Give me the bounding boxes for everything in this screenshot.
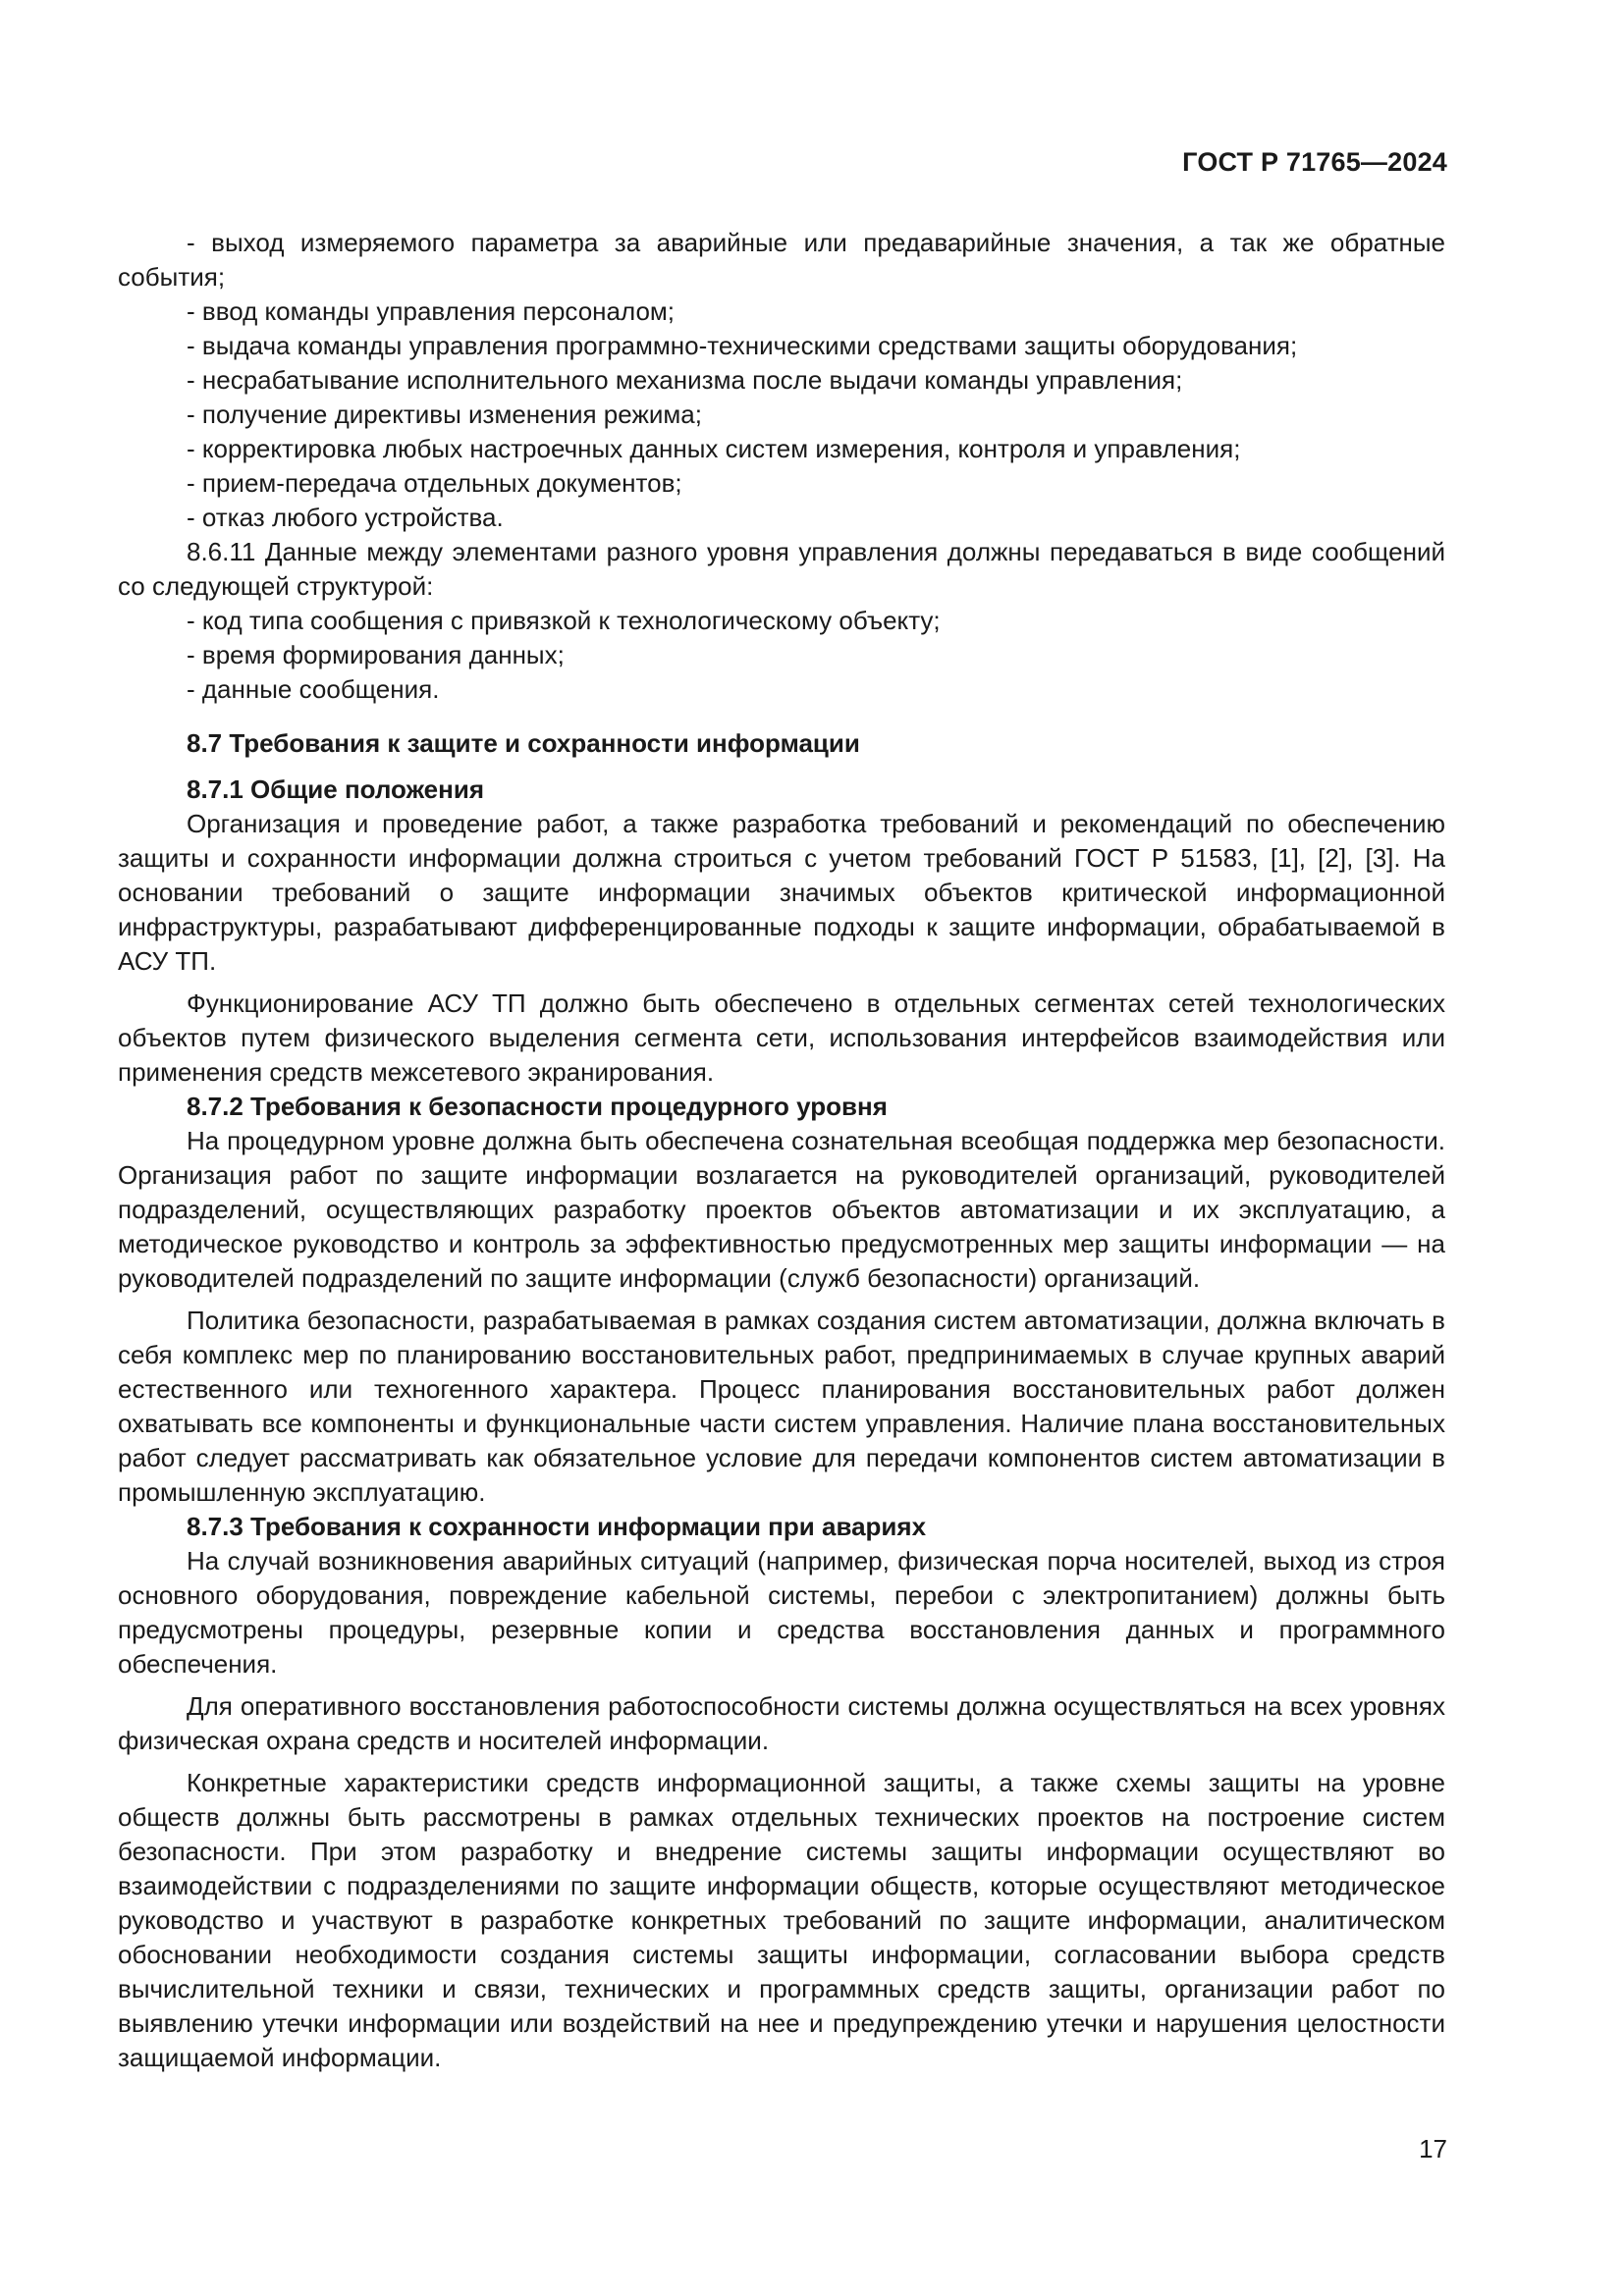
list-item: - выдача команды управления программно-техническими средствами защиты оборудования; [187, 331, 1298, 360]
list-item: - код типа сообщения с привязкой к технологическому объекту; [187, 606, 941, 635]
list-item: - данные сообщения. [187, 674, 440, 704]
paragraph: Конкретные характеристики средств информационной защиты, а также схемы защиты на уровне обществ должны быть рассмотрены в рамках отдельных технических проектов на построение систем безопасности. При этом разработку и внедрение системы защиты информации осуществляют во взаимодействии с подразделениями по защите информации обществ, которые осуществляют методическое руководство и участвуют в разработке конкретных требований по защите информации, аналитическом обосновании необходимости создания системы защиты информации, согласовании выбора средств вычислительной техники и связи, технических и программных средств защиты, организации работ по выявлению утечки информации или воздействий на нее и предупреждению утечки и нарушения целостности защищаемой информации. [118, 1768, 1445, 2072]
paragraph: Организация и проведение работ, а также разработка требований и рекомендаций по обеспечению защиты и сохранности информации должна строиться с учетом требований ГОСТ Р 51583, [1], [2], [3]. На основании требований о защите информации значимых объектов критической информационной инфраструктуры, разрабатывают дифференцированные подходы к защите информации, обрабатываемой в АСУ ТП. [118, 809, 1445, 976]
subsection-heading-8-7-1: 8.7.1 Общие положения [187, 774, 484, 804]
document-id-header: ГОСТ Р 71765—2024 [1182, 147, 1447, 177]
list-item: - прием-передача отдельных документов; [187, 468, 682, 498]
list-item: - выход измеряемого параметра за аварийные или предаварийные значения, а так же обратные события; [118, 228, 1445, 292]
subsection-heading-8-7-2: 8.7.2 Требования к безопасности процедурного уровня [187, 1092, 888, 1121]
list-item: - несрабатывание исполнительного механизма после выдачи команды управления; [187, 365, 1183, 395]
paragraph: На случай возникновения аварийных ситуаций (например, физическая порча носителей, выход из строя основного оборудования, повреждение кабельной системы, перебои с электропитанием) должны быть предусмотрены процедуры, резервные копии и средства восстановления данных и программного обеспечения. [118, 1546, 1445, 1679]
list-item: - время формирования данных; [187, 640, 565, 669]
paragraph: Функционирование АСУ ТП должно быть обеспечено в отдельных сегментах сетей технологических объектов путем физического выделения сегмента сети, использования интерфейсов взаимодействия или применения средств межсетевого экранирования. [118, 988, 1445, 1087]
document-body [118, 226, 1445, 2075]
list-item: - получение директивы изменения режима; [187, 400, 702, 429]
list-item: - ввод команды управления персоналом; [187, 296, 676, 326]
section-heading-8-7: 8.7 Требования к защите и сохранности информации [187, 728, 860, 758]
paragraph-8-6-11: 8.6.11 Данные между элементами разного уровня управления должны передаваться в виде сообщений со следующей структурой: [118, 537, 1445, 601]
paragraph: На процедурном уровне должна быть обеспечена сознательная всеобщая поддержка мер безопасности. Организация работ по защите информации возлагается на руководителей организаций, руководителей подразделений, осуществляющих разработку проектов объектов автоматизации и их эксплуатацию, а методическое руководство и контроль за эффективностью предусмотренных мер защиты информации — на руководителей подразделений по защите информации (служб безопасности) организаций. [118, 1126, 1445, 1293]
list-item: - отказ любого устройства. [187, 503, 504, 532]
paragraph: Для оперативного восстановления работоспособности системы должна осуществляться на всех уровнях физическая охрана средств и носителей информации. [118, 1691, 1445, 1755]
list-item: - корректировка любых настроечных данных систем измерения, контроля и управления; [187, 434, 1241, 463]
subsection-heading-8-7-3: 8.7.3 Требования к сохранности информации при авариях [187, 1512, 927, 1541]
paragraph: Политика безопасности, разрабатываемая в рамках создания систем автоматизации, должна включать в себя комплекс мер по планированию восстановительных работ, предпринимаемых в случае крупных аварий естественного или техногенного характера. Процесс планирования восстановительных работ должен охватывать все компоненты и функциональные части систем управления. Наличие плана восстановительных работ следует рассматривать как обязательное условие для передачи компонентов систем автоматизации в промышленную эксплуатацию. [118, 1306, 1445, 1507]
page-number: 17 [1419, 2134, 1447, 2163]
